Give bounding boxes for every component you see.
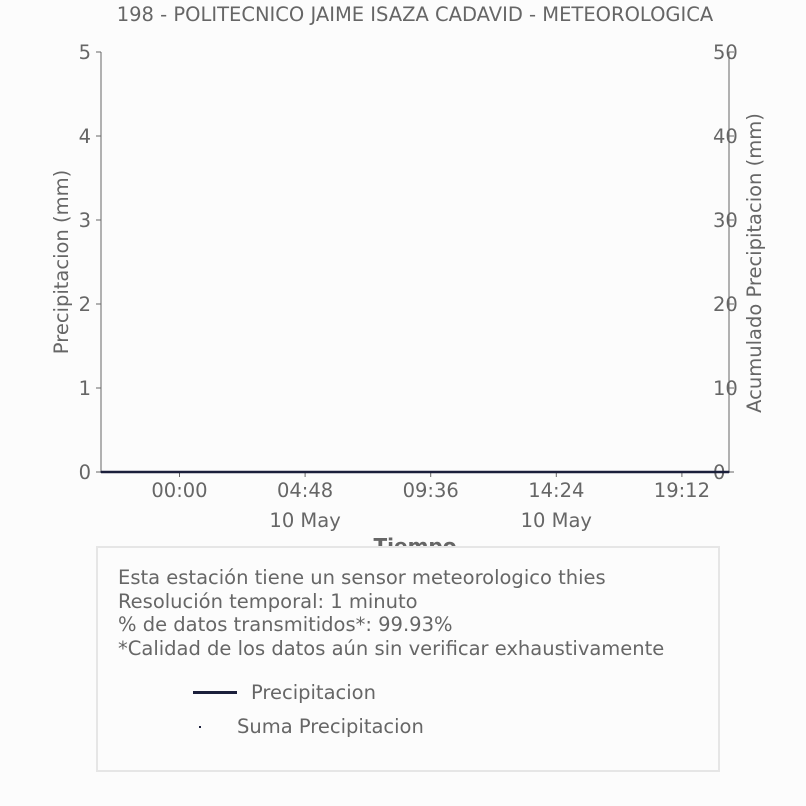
info-line-resolution: Resolución temporal: 1 minuto <box>118 589 418 613</box>
x-tick-label: 09:36 <box>402 479 459 502</box>
info-line-quality-note: *Calidad de los datos aún sin verificar exhaustivamente <box>118 636 665 660</box>
y-tick-label: 0 <box>78 461 91 484</box>
info-legend-box <box>96 546 720 772</box>
series-point-suma-precipitacion <box>100 471 102 473</box>
y-tick-label: 2 <box>78 293 91 316</box>
y-tick-label: 3 <box>78 209 91 232</box>
x-tick-sublabel: 10 May <box>520 509 592 532</box>
y-tick-label: 1 <box>78 377 91 400</box>
y2-tick-label: 50 <box>713 41 738 64</box>
legend-item-suma-precipitacion <box>199 715 424 738</box>
legend-label-precipitacion: Precipitacion <box>251 681 376 704</box>
info-line-sensor: Esta estación tiene un sensor meteorologico thies <box>118 566 606 589</box>
x-tick-label: 04:48 <box>276 479 334 502</box>
legend-item-precipitacion <box>193 681 376 704</box>
y2-tick-label: 10 <box>713 377 738 400</box>
y2-axis-label: Acumulado Precipitacion (mm) <box>743 113 766 413</box>
info-line-transmitted: % de datos transmitidos*: 99.93% <box>118 613 453 636</box>
y-tick-label: 4 <box>78 125 91 148</box>
legend-label-suma-precipitacion: Suma Precipitacion <box>237 715 424 738</box>
y2-tick-label: 30 <box>713 209 738 232</box>
y2-tick-label: 20 <box>713 293 738 316</box>
x-tick-label: 00:00 <box>151 479 208 502</box>
station-info <box>118 566 664 660</box>
y-axis-label: Precipitacion (mm) <box>50 169 73 355</box>
legend-point-swatch <box>199 726 201 728</box>
series-point-suma-precipitacion <box>728 471 730 473</box>
x-tick-label: 14:24 <box>528 479 585 502</box>
x-tick-label: 19:12 <box>653 479 711 502</box>
legend-line-swatch <box>193 691 237 694</box>
y2-tick-label: 40 <box>713 125 738 148</box>
x-tick-sublabel: 10 May <box>269 509 341 532</box>
chart-title: 198 - POLITECNICO JAIME ISAZA CADAVID - METEOROLOGICA <box>116 3 714 26</box>
y2-tick-label: 0 <box>713 461 726 484</box>
y-tick-label: 5 <box>78 41 91 64</box>
